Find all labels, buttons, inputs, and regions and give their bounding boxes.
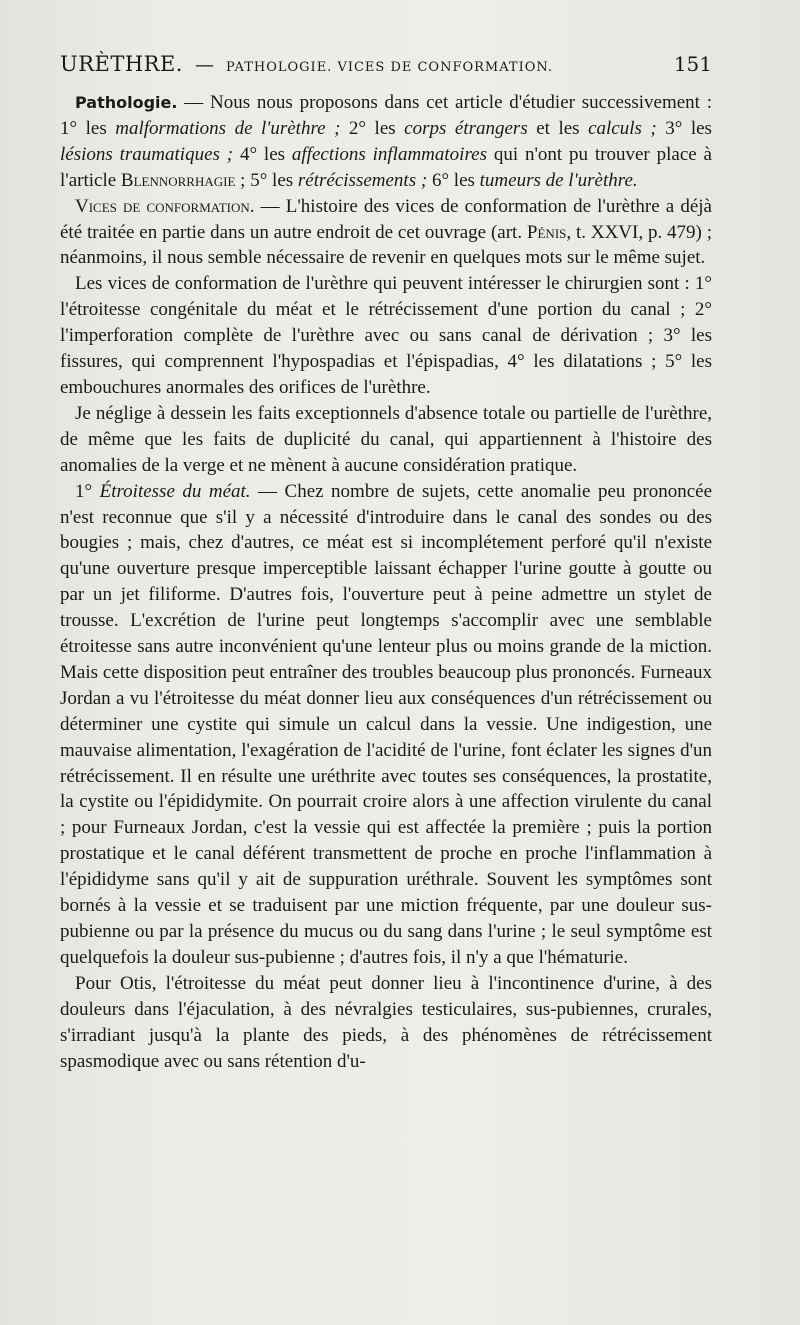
- paragraph: [60, 90, 712, 194]
- italic-text: Étroitesse du méat.: [99, 480, 251, 502]
- paragraph: [60, 971, 712, 1075]
- text-run: et les: [527, 117, 589, 139]
- text-run: qui n'ont pu trouver place à l'article: [60, 143, 712, 191]
- header-subtitle: PATHOLOGIE. VICES DE CONFORMATION.: [225, 60, 554, 75]
- italic-text: rétrécissements ;: [297, 169, 428, 191]
- paragraph: [60, 401, 712, 479]
- italic-text: lésions traumatiques ;: [60, 143, 234, 165]
- italic-text: calculs ;: [588, 117, 657, 139]
- italic-text: corps étrangers: [404, 117, 528, 139]
- text-run: Les vices de conformation de l'urèthre qui peuvent intéresser le chirurgien sont : 1° l'étroitesse congénitale du méat et le rétrécissement d'une portion du canal ; 2° l'imperforation complète de l'urèthre avec ou sans canal de dérivation ; 3° les fissures, qui comprennent l'hypospadias et l'épispadias, 4° les dilatations ; 5° les embouchures anormales des orifices de l'urèthre.: [60, 273, 712, 398]
- text-run: Pour Otis, l'étroitesse du méat peut donner lieu à l'incontinence d'urine, à des douleurs dans l'éjaculation, à des névralgies testiculaires, sus-pubiennes, crurales, s'irradiant jusqu'à la plante des pieds, à des phénomènes de rétrécissement spasmodique avec ou sans rétention d'u-: [60, 972, 712, 1072]
- header-title: URÈTHRE.: [60, 52, 183, 76]
- text-run: — Nous nous proposons dans cet article d'étudier successivement : 1° les: [60, 92, 712, 139]
- text-run: Je néglige à dessein les faits exceptionnels d'absence totale ou partielle de l'urèthre, de même que les faits de duplicité du canal, qui appartiennent à l'histoire des anomalies de la verge et ne mènent à aucune considération pratique.: [60, 402, 712, 476]
- body-text: [60, 90, 712, 1074]
- small-caps-text: Pénis: [526, 221, 567, 243]
- italic-text: tumeurs de l'urèthre.: [479, 169, 638, 191]
- text-run: 3° les: [656, 117, 712, 139]
- paragraph: [60, 271, 712, 401]
- small-caps-text: Vices de conformation.: [75, 195, 255, 217]
- section-heading: Pathologie.: [75, 93, 178, 112]
- paragraph: [60, 479, 712, 971]
- text-run: — L'histoire des vices de conformation de l'urèthre a déjà été traitée en partie dans un autre endroit de cet ouvrage (art.: [60, 195, 712, 243]
- italic-text: affections inflammatoires: [291, 143, 487, 165]
- header-dash: —: [194, 54, 214, 76]
- text-run: ; 5° les: [235, 169, 298, 191]
- italic-text: malformations de l'urèthre ;: [115, 117, 341, 139]
- text-run: — Chez nombre de sujets, cette anomalie peu prononcée n'est reconnue que s'il y a nécessité d'introduire dans le canal des sondes ou des bougies ; mais, chez d'autres, ce méat est si incomplétement perforé qu'il n'existe qu'une ouverture presque imperceptible laissant échapper l'urine goutte à goutte ou par un jet filiforme. D'autres fois, l'ouverture peut à peine admettre un stylet de trousse. L'excrétion de l'urine peut longtemps s'accomplir avec une semblable étroitesse sans autre inconvénient qu'une lenteur plus ou moins grande de la miction. Mais cette disposition peut entraîner des troubles beaucoup plus prononcés. Furneaux Jordan a vu l'étroitesse du méat donner lieu aux conséquences d'un rétrécissement ou déterminer une cystite qui simule un calcul dans la vessie. Une indigestion, une mauvaise alimentation, l'exagération de l'acidité de l'urine, font éclater les signes d'un rétrécissement. Il en résulte une uréthrite avec toutes ses conséquences, la prostatite, la cystite ou l'épididymite. On pourrait croire alors à une affection virulente du canal ; pour Furneaux Jordan, c'est la vessie qui est affectée la première ; puis la portion prostatique et le canal déférent transmettent de proche en proche l'inflammation à l'épididyme sans qu'il y ait de suppuration uréthrale. Souvent les symptômes sont bornés à la vessie et se traduisent par une miction fréquente, par une douleur sus-pubienne ou par la présence du mucus ou du sang dans l'urine ; le seul symptôme est quelquefois la douleur sus-pubienne ; d'autres fois, il n'y a que l'hématurie.: [60, 480, 713, 968]
- paragraph: [60, 194, 712, 272]
- text-run: 1°: [75, 480, 100, 502]
- running-header: [60, 52, 710, 86]
- text-run: 2° les: [340, 117, 405, 139]
- text-run: 6° les: [427, 169, 480, 191]
- text-run: 4° les: [233, 143, 292, 165]
- small-caps-text: Blennorrhagie: [120, 169, 236, 191]
- page-number: 151: [673, 52, 712, 76]
- text-run: , t. XXVI, p. 479) ; néanmoins, il nous semble nécessaire de revenir en quelques mots sur le même sujet.: [60, 221, 712, 269]
